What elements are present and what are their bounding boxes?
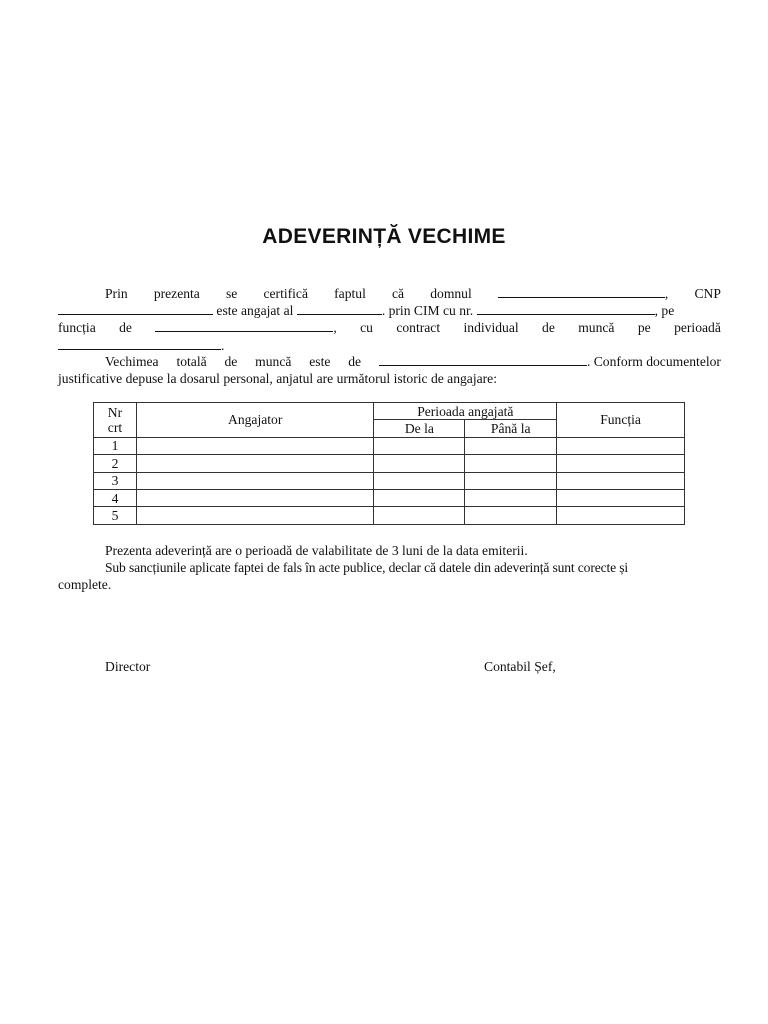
cell-functia[interactable]	[557, 472, 685, 489]
header-angajator: Angajator	[136, 403, 374, 438]
name-blank[interactable]	[498, 284, 665, 298]
cell-functia[interactable]	[557, 507, 685, 524]
cell-de-la[interactable]	[374, 472, 465, 489]
declaration-line-2: complete.	[58, 577, 112, 592]
p2-line-2: justificative depuse la dosarul personal, anjatul are următorul istoric de angajare:	[58, 371, 497, 386]
director-signature-label: Director	[105, 659, 151, 674]
chief-accountant-signature-label: Contabil Șef,	[484, 659, 556, 674]
table-row	[94, 455, 685, 472]
cell-functia[interactable]	[557, 437, 685, 454]
table-row	[94, 507, 685, 524]
cell-angajator[interactable]	[136, 472, 374, 489]
header-functia: Funcția	[557, 403, 685, 438]
cell-pana-la[interactable]	[465, 455, 557, 472]
header-nr-crt: Nr crt	[94, 403, 137, 438]
p1-line-4: .	[58, 336, 721, 353]
row-number: 4	[94, 489, 137, 506]
cell-de-la[interactable]	[374, 437, 465, 454]
table-header-row	[94, 403, 685, 420]
cell-pana-la[interactable]	[465, 472, 557, 489]
cell-pana-la[interactable]	[465, 507, 557, 524]
p2-line-1: Vechimea totală de muncă este de . Conform documentelor	[105, 354, 721, 369]
cell-angajator[interactable]	[136, 455, 374, 472]
cell-de-la[interactable]	[374, 507, 465, 524]
cell-angajator[interactable]	[136, 507, 374, 524]
period-blank[interactable]	[58, 336, 221, 350]
cell-functia[interactable]	[557, 455, 685, 472]
p1-line-3: funcția de , cu contract individual de muncă pe perioadă	[58, 320, 721, 335]
table-row	[94, 437, 685, 454]
seniority-blank[interactable]	[379, 352, 587, 366]
header-de-la: De la	[374, 420, 465, 437]
header-pana-la: Până la	[465, 420, 557, 437]
document-title: ADEVERINȚĂ VECHIME	[262, 225, 506, 248]
cell-functia[interactable]	[557, 489, 685, 506]
cell-de-la[interactable]	[374, 489, 465, 506]
p1-line-2: este angajat al . prin CIM cu nr. , pe	[58, 302, 721, 319]
row-number: 5	[94, 507, 137, 524]
cnp-blank[interactable]	[58, 301, 213, 315]
function-blank[interactable]	[155, 318, 333, 332]
employment-history-table	[93, 402, 685, 525]
row-number: 2	[94, 455, 137, 472]
cell-pana-la[interactable]	[465, 489, 557, 506]
declaration-line-1: Sub sancțiunile aplicate faptei de fals în acte publice, declar că datele din adeverință sunt corecte și	[105, 560, 628, 575]
header-perioada: Perioada angajată	[374, 403, 557, 420]
row-number: 3	[94, 472, 137, 489]
cell-angajator[interactable]	[136, 437, 374, 454]
table-row	[94, 489, 685, 506]
p1-line-1: Prin prezenta se certifică faptul că domnul , CNP	[105, 286, 721, 301]
cell-pana-la[interactable]	[465, 437, 557, 454]
employer-blank[interactable]	[297, 301, 382, 315]
cell-de-la[interactable]	[374, 455, 465, 472]
row-number: 1	[94, 437, 137, 454]
table-row	[94, 472, 685, 489]
validity-paragraph: Prezenta adeverință are o perioadă de valabilitate de 3 luni de la data emiterii.	[105, 543, 528, 558]
cell-angajator[interactable]	[136, 489, 374, 506]
cim-number-blank[interactable]	[477, 301, 655, 315]
